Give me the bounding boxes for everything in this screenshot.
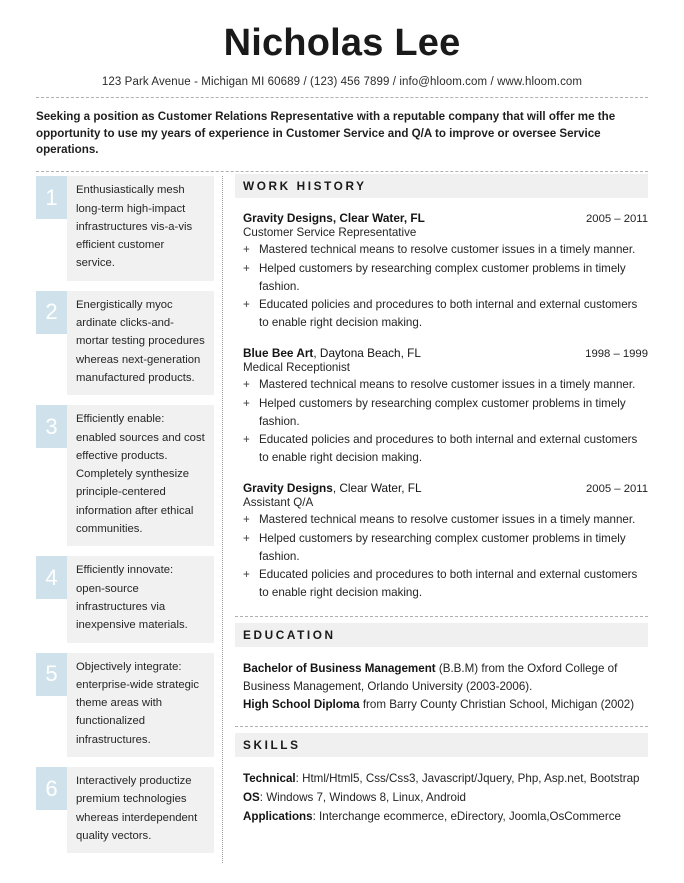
job-company — [243, 211, 425, 225]
list-item — [36, 653, 214, 757]
skills-value: : Html/Html5, Css/Css3, Javascript/Jquery, Php, Asp.net, Bootstrap — [295, 772, 640, 786]
job-bullet-text: Mastered technical means to resolve customer issues in a timely manner. — [259, 243, 636, 257]
education-divider — [235, 616, 648, 617]
job-header-row — [243, 346, 648, 360]
skills-list — [235, 770, 648, 826]
resume-header — [0, 0, 684, 88]
job-bullet — [243, 296, 648, 331]
job-bullet-text: Educated policies and procedures to both internal and external customers to enable right decision making. — [259, 568, 638, 599]
sidebar-item-text: Energistically myoc ardinate clicks-and-mortar testing procedures whereas next-generation manufactured products. — [67, 291, 214, 395]
skills-divider — [235, 726, 648, 727]
job-company-location: , Clear Water, FL — [332, 481, 422, 496]
list-item — [36, 767, 214, 853]
work-history-entry — [235, 346, 648, 466]
plus-icon: + — [243, 378, 250, 392]
education-detail: from Barry County Christian School, Michigan (2002) — [359, 698, 635, 712]
list-item — [36, 291, 214, 395]
job-dates: 1998 – 1999 — [585, 348, 648, 361]
page-title: Nicholas Lee — [223, 22, 461, 64]
section-header-education: EDUCATION — [235, 623, 648, 647]
job-bullet-list — [243, 376, 648, 466]
job-dates: 2005 – 2011 — [586, 213, 648, 226]
job-bullet-text: Mastered technical means to resolve customer issues in a timely manner. — [259, 513, 636, 527]
job-bullet-list — [243, 241, 648, 331]
skills-row — [243, 789, 648, 807]
education-list — [235, 660, 648, 714]
skills-label: OS — [243, 791, 260, 805]
sidebar-item-number: 4 — [36, 556, 67, 599]
plus-icon: + — [243, 261, 250, 275]
sidebar-item-number: 2 — [36, 291, 67, 334]
job-bullet-text: Mastered technical means to resolve customer issues in a timely manner. — [259, 378, 636, 392]
resume-body — [0, 172, 684, 863]
job-title: Medical Receptionist — [243, 361, 350, 375]
job-header-row — [243, 481, 648, 495]
job-bullet — [243, 511, 648, 529]
plus-icon: + — [243, 433, 250, 447]
skills-value: : Interchange ecommerce, eDirectory, Joomla,OsCommerce — [312, 810, 621, 824]
job-header-row — [243, 211, 648, 225]
sidebar-item-number: 3 — [36, 405, 67, 448]
job-company — [243, 346, 421, 360]
work-history-entry — [235, 481, 648, 601]
job-company-bold: Gravity Designs — [243, 481, 333, 496]
job-bullet-text: Educated policies and procedures to both internal and external customers to enable right decision making. — [259, 433, 638, 464]
job-bullet — [243, 260, 648, 295]
main-column — [235, 172, 648, 827]
job-bullet — [243, 395, 648, 430]
skills-label: Technical — [243, 772, 296, 786]
skills-value: : Windows 7, Windows 8, Linux, Android — [259, 791, 466, 805]
contact-line: 123 Park Avenue - Michigan MI 60689 / (123) 456 7899 / info@hloom.com / www.hloom.com — [101, 75, 583, 88]
list-item — [36, 556, 214, 642]
job-bullet-text: Educated policies and procedures to both internal and external customers to enable right decision making. — [259, 298, 638, 329]
column-divider — [222, 176, 224, 863]
job-bullet — [243, 376, 648, 394]
sidebar-item-number: 5 — [36, 653, 67, 696]
plus-icon: + — [243, 396, 250, 410]
plus-icon: + — [243, 298, 250, 312]
job-bullet — [243, 241, 648, 259]
job-bullet — [243, 566, 648, 601]
job-bullet-text: Helped customers by researching complex customer problems in timely fashion. — [259, 261, 626, 293]
job-bullet-text: Helped customers by researching complex customer problems in timely fashion. — [259, 396, 626, 428]
job-title: Customer Service Representative — [243, 226, 417, 240]
job-company-bold: Blue Bee Art — [243, 346, 314, 361]
job-dates: 2005 – 2011 — [586, 483, 648, 496]
sidebar-item-text: Efficiently innovate: open-source infrastructures via inexpensive materials. — [67, 556, 214, 642]
job-bullet-list — [243, 511, 648, 601]
job-bullet-text: Helped customers by researching complex customer problems in timely fashion. — [259, 531, 626, 563]
skills-row — [243, 808, 648, 826]
education-entry — [243, 696, 648, 714]
education-degree: Bachelor of Business Management — [243, 662, 436, 676]
job-title: Assistant Q/A — [243, 496, 314, 510]
sidebar-item-text: Enthusiastically mesh long-term high-impact infrastructures vis-a-vis efficient customer service. — [67, 176, 214, 280]
sidebar-item-text: Interactively productize premium technologies whereas interdependent quality vectors. — [67, 767, 214, 853]
job-bullet — [243, 530, 648, 565]
plus-icon: + — [243, 531, 250, 545]
skills-label: Applications — [243, 810, 313, 824]
sidebar-item-number: 1 — [36, 176, 67, 219]
job-company — [243, 481, 422, 495]
job-company-location: , Daytona Beach, FL — [313, 346, 421, 361]
sidebar-item-number: 6 — [36, 767, 67, 810]
skills-row — [243, 770, 648, 788]
section-header-skills: SKILLS — [235, 733, 648, 757]
sidebar-item-text: Efficiently enable: enabled sources and cost effective products. Completely synthesize principle-centered information after ethical communities. — [67, 405, 214, 546]
education-degree: High School Diploma — [243, 698, 360, 712]
sidebar — [36, 172, 214, 863]
plus-icon: + — [243, 243, 250, 257]
plus-icon: + — [243, 513, 250, 527]
objective-statement: Seeking a position as Customer Relations Representative with a reputable company that will offer me the opportunity to use my years of experience in Customer Service and Q/A to improve or oversee Service operations. — [36, 109, 616, 157]
plus-icon: + — [243, 568, 250, 582]
education-entry — [243, 660, 648, 696]
job-bullet — [243, 431, 648, 466]
section-header-work-history: WORK HISTORY — [235, 174, 648, 198]
list-item — [36, 176, 214, 280]
list-item — [36, 405, 214, 546]
job-company-bold: Gravity Designs, Clear Water, FL — [243, 211, 425, 226]
education-detail: (B.B.M) from the Oxford College of Business Management, Orlando University (2003-2006). — [243, 662, 618, 694]
sidebar-item-text: Objectively integrate: enterprise-wide strategic theme areas with functionalized infrastructures. — [67, 653, 214, 757]
work-history-entry — [235, 211, 648, 331]
